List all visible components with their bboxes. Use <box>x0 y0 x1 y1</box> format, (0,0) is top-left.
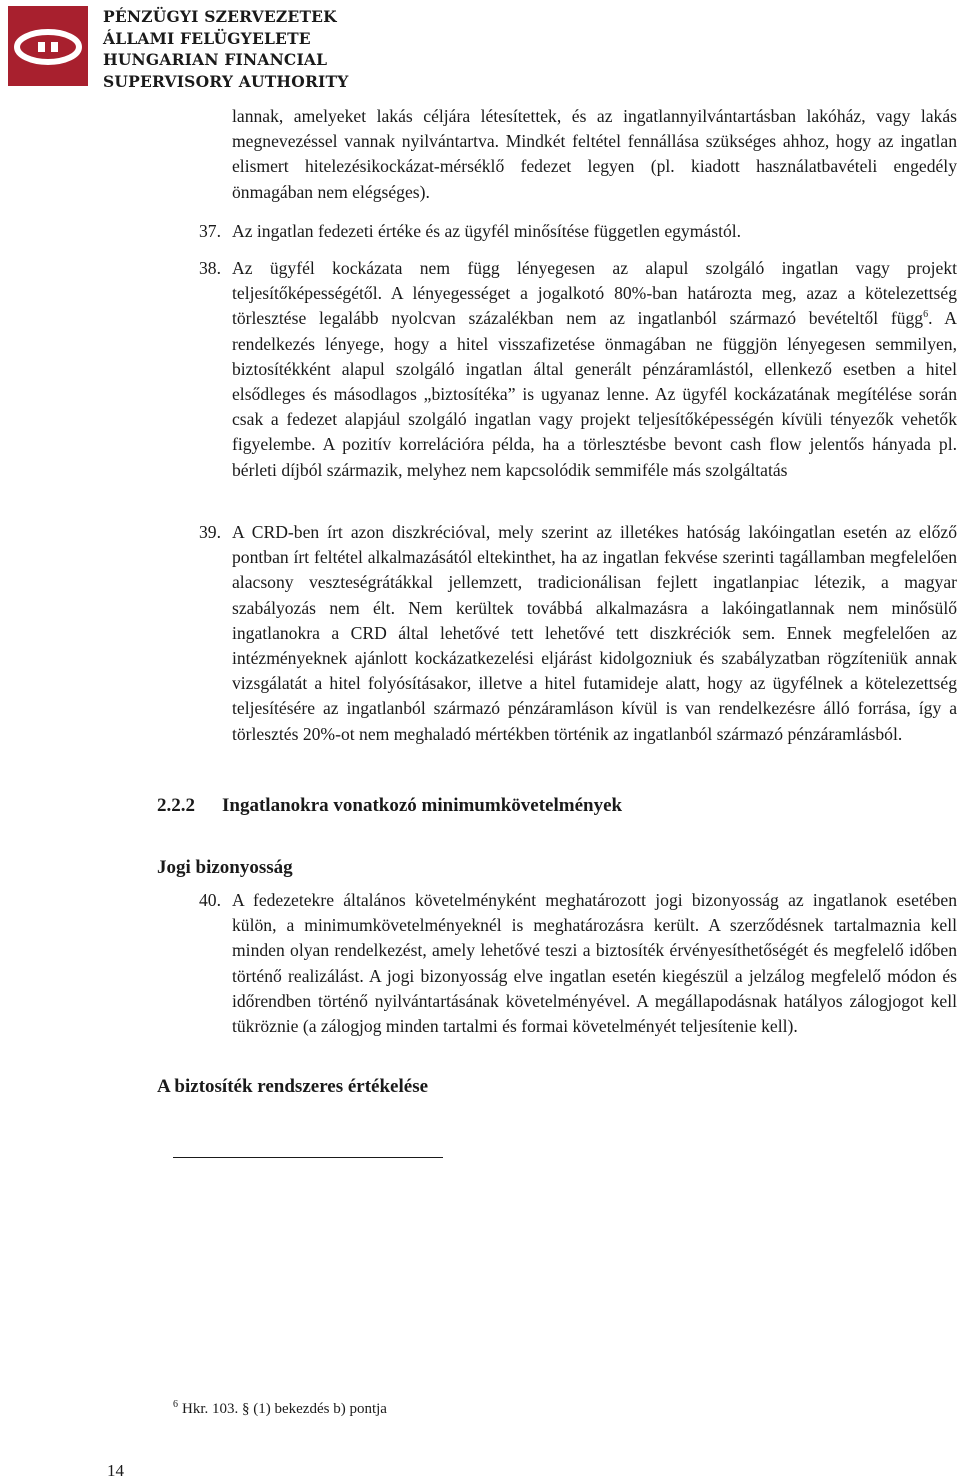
footnote-separator <box>173 1157 443 1158</box>
logo-emblem-icon <box>8 6 88 86</box>
psza-logo <box>8 6 88 86</box>
org-name-line-1: PÉNZÜGYI SZERVEZETEK <box>103 7 337 26</box>
page-number: 14 <box>107 1461 124 1480</box>
section-number: 2.2.2 <box>157 795 195 816</box>
organization-name <box>103 6 349 92</box>
paragraph-40: A fedezetekre általános követelményként meghatározott jogi bizonyosság az ingatlanok esetében külön, a minimumkövetelményeknél is meghatározásra került. A szerződésnek tartalmaznia kell minden olyan rendelkezést, amely lehetővé teszi a biztosíték érvényesíthetőségét és megfelelő időben történő realizálást. A jogi bizonyosság elve ingatlan esetén kiegészül a jelzálog megfelelő módon és időrendben történő nyilvántartásának követelményével. A megállapodásnak hatályos zálogjogot kell tükröznie (a zálogjog minden tartalmi és formai követelményét teljesítenie kell). <box>232 890 957 1037</box>
footnote-mark: 6 <box>173 1399 178 1410</box>
paragraph-38-text-b: . A rendelkezés lényege, hogy a hitel visszafizetése önmagában ne függjön lényegesen semmilyen, biztosítékként alapul szolgáló ingatlan által generált pénzáramlástól, ellenkező esetben a hitel elsődleges és másodlagos „biztosítéka” is ugyanaz lenne. Az ügyfél kockázatának megítélése során csak a fedezet alapjául szolgáló ingatlan vagy projekt teljesítőképességén kívüli tényezők vehetők figyelembe. A pozitív korrelációra példa, ha a törlesztésbe bevont cash flow jelentős hányada pl. bérleti díjból származik, melyhez nem kapcsolódik semmiféle más szolgáltatás <box>232 308 957 480</box>
paragraph-number-40: 40. <box>199 890 221 910</box>
subheading-collateral-valuation: A biztosíték rendszeres értékelése <box>157 1076 429 1097</box>
subheading-legal-certainty: Jogi bizonyosság <box>157 857 293 878</box>
paragraph-39: A CRD-ben írt azon diszkrécióval, mely szerint az illetékes hatóság lakóingatlan esetén az előző pontban írt feltétel alkalmazásától eltekinthet, ha az ingatlan fekvése szerinti tagállamban megfelelően alacsony veszteségrátákkal jellemzett, tradicionálisan fejlett ingatlanpiac létezik, a magyar szabályozás nem élt. Nem kerültek továbbá alkalmazásra a lakóingatlannak nem minősülő ingatlanokra a CRD által lehetővé tett lehetővé tett diszkréciók sem. Ennek megfelelően az intézményeknek ajánlott kockázatkezelési eljárást kidolgozniuk és szabályzatban rögzíteniük annak vizsgálatát a hitel folyósításakor, illetve a hitel futamideje alatt, hogy az ügyfélnek a kötelezettség teljesítésére az ingatlanból származó pénzáramláson kívül is van rendelkezésre álló forrása, így a törlesztés 20%-ot nem meghaladó mértékben történik az ingatlanból származó pénzáramlásból. <box>232 522 957 744</box>
intro-paragraph: lannak, amelyeket lakás céljára létesítettek, és az ingatlannyilvántartásban lakóház, vagy lakás megnevezéssel vannak nyilvántartva. Mindkét feltétel fennállása szükséges ahhoz, hogy az ingatlan elismert hitelezésikockázat-mérséklő fedezet legyen (pl. kiadott használatbavételi engedély önmagában nem elégséges). <box>232 106 957 202</box>
org-name-line-4: SUPERVISORY AUTHORITY <box>103 71 349 91</box>
org-name-line-2: ÁLLAMI FELÜGYELETE <box>103 28 311 48</box>
paragraph-number-39: 39. <box>199 522 221 542</box>
paragraph-number-37: 37. <box>199 221 221 241</box>
footnote <box>173 1399 387 1418</box>
paragraph-38 <box>232 256 957 483</box>
footnote-text: Hkr. 103. § (1) bekezdés b) pontja <box>182 1401 387 1417</box>
footnote-reference[interactable]: 6 <box>923 309 929 321</box>
org-name-line-3: HUNGARIAN FINANCIAL <box>103 50 328 69</box>
section-title: Ingatlanokra vonatkozó minimumkövetelmények <box>222 795 623 816</box>
paragraph-number-38: 38. <box>199 258 221 278</box>
paragraph-37: Az ingatlan fedezeti értéke és az ügyfél minősítése független egymástól. <box>232 221 742 241</box>
paragraph-38-text-a: Az ügyfél kockázata nem függ lényegesen az alapul szolgáló ingatlan vagy projekt teljesítőképességétől. A lényegességet a jogalkotó 80%-ban határozta meg, azaz a kötelezettség törlesztése legalább nyolcvan százalékban nem az ingatlanból származó bevételtől függ <box>232 258 957 329</box>
